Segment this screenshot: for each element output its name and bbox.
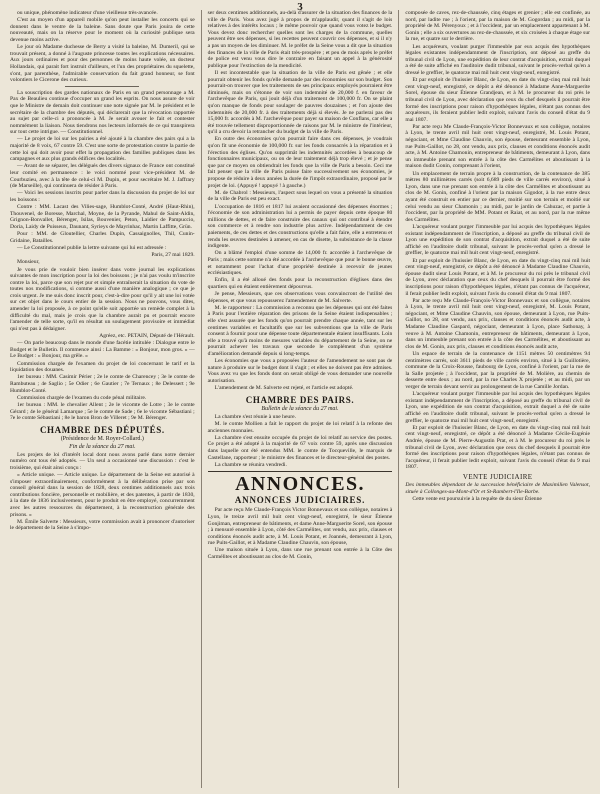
paragraph: Par acte reçu Me Claude-François-Victor Bonnevaux et son collègue, notaires à Lyon, le trente avril mil huit cent vingt-neuf, enregistré, M. Louis Potant, négociant, et Mme Claudine Chauvin, son épouse, demeurant à Lyon, rue Puits-Gaillot, no 28, ont vendu, aux prix, clauses et conditions énoncés audit acte, à Madame Claudine Gaspard, négociant, demeurant à Lyon, place Sathonay, à veuve à M. Antoine Chamonin, entrepreneur de bâtiments, demeurant à Lyon, dans un immeuble prenant son entrée à la côte des Carmélites, et aboutissant au clos de M. Gonin, aux prix, clauses et conditions énoncés audit acte, xyxy=(405,297,591,350)
paragraph: L'occupation de 1816 et 1817 lui avaient occasionné des dépenses énormes ; l'économie de son administration lui a permis de payer depuis cette époque 80 millions de dettes, et de faire construire des canaux qui ont contribué à étendre son commerce et à rendre son industrie plus active. Indépendamment de ces paiements, de ces dettes et des constructions qu'elle a fait faire, elle a entretenu et rendu les œuvres destinées à amener, en cas de disette, la subsistance de la classe indigente. xyxy=(207,203,393,250)
paragraph: Je pense, Messieurs, que ces observations vous convaincront de l'utilité des dépenses, et que vous repousserez l'amendement de M. Salverte. xyxy=(207,291,393,304)
paragraph: Les économies que vous a proposées l'auteur de l'amendement ne sont pas de nature à produire sur le budget dont il s'agit ; et elles ne doivent pas être admises. Vous avez vu que les fonds dont on serait obligé de vous demander une nouvelle autorisation. xyxy=(207,358,393,384)
paragraph: La chambre s'est ensuite occupée du projet de loi relatif au service des postes. Ce projet a été adopté à la majorité de 67 voix contre 59, après une discussion dans laquelle ont été entendus MM. le comte de Tocqueville, le marquis de Castellane, rapporteur ; le ministre des finances et le directeur-général des postes. xyxy=(207,434,393,461)
paragraph: La souscription des gardes nationaux de Paris en un grand personnage a M. Pax de Beaulieu continue d'occuper un grand les esprits. On nous assure de voir que le Ministre de demain doit continuer une note signée par M. le président et le secrétaire de la chambre des députés, qui déclarerait que la révocation rapportée au sujet par celle-ci a prononcée à M. Je serait avouer le fait et contester nommément la liaison. Nous tiendrons nos lecteurs informés de ce qui transpirera sur tout cette intrigue. — Constitutionnel. xyxy=(10,89,195,136)
paragraph: Le jour où Madame duchesse de Berry a visité la baleine, M. Dumeril, qui se trouvait présent, a donné à l'auguste princesse toutes les explications nécessaires. Aux jours ordinaires et pour des personnes de moins haute volée, un docteur Hollandais, qui parait fort instruit d'ailleurs, et l'un des propriétaires du squelette, s'ont, par parenthèse, l'admirable conservation du fait grand honneur, se font volontiers le Cicerone des curieux. xyxy=(10,44,195,84)
paragraph: Il est incontestable que la situation de la ville de Paris est gênée ; et elle pourrait obtenir les fonds qu'elle demande par des économies sur son budget. Son pourrait-on trouver que les traitements de ses principaux employés pourraient être diminués, mais on s'étonne de voir son indemnité de 20,000 f. en faveur de l'archevêque de Paris, qui jouit déjà d'un traitement de 100,000 fr. On se plaint qu'on manque de fonds pour soulager de pauvres douzaines ; et l'on ajoute des indemnités de 20,000 fr. à des traitements déjà si élevés. Je ne parlerai pas des 15,000 fr. accordés à M. l'archevêque pour payer sa maison de Conflans, car elle a été trouvée tellement disproportionnée de raisons par M. le ministre de l'intérieur, qu'il a cru devoir la retrancher du budget de la ville de Paris. xyxy=(207,69,393,136)
paragraph: En outre des économies qu'on pourrait faire dans ces dépenses, je voudrais qu'on fit une économie de 100,000 fr. sur les fonds consacrés à la réparation et à l'érection des églises. Qu'on supprimât les indemnités accordées à beaucoup de fonctionnaires municipaux, ou on de leur traitement déjà trop élevé ; et je pense que par ce moyen on obtiendrait les fonds que la ville de Paris a besoin. Ceci me fait penser que la ville de Paris puisse faire successivement ses économies, je propose de réduire à deux années la durée de l'impôt extraordinaire, proposé par le projet de loi. (Appuyé ! appuyé ! à gauche.) xyxy=(207,136,393,189)
paragraph: La chambre s'est réunie à une heure. xyxy=(214,413,296,420)
paragraph: Les projets de loi d'intérêt local dont nous avons parlé dans notre dernier numéro ont tous été adoptés. — Un seul a occasionné une discussion : c'est le troisième, qui était ainsi conçu : xyxy=(10,451,195,471)
paragraph: — Voici les sessions inscrits pour parler dans la discussion du projet de loi sur les boissons : xyxy=(10,190,195,203)
section-heading: CHAMBRE DES PAIRS. xyxy=(245,394,355,405)
dateline: Paris, 27 mai 1829. xyxy=(151,252,195,259)
paragraph: Commission chargée de l'examen du code pénal militaire. xyxy=(17,394,147,401)
paragraph: — Le projet de loi sur les pairies a été ajouté à la chambre des pairs qui a la majorité de 8 voix, 67 contre 59. C'est une sorte de protestation contre la partie de cette loi qui doit avoir pour effet la propagation des familles publiques dans les campagnes et aux plus grands édifices des localités. xyxy=(10,136,195,163)
column-3 xyxy=(398,10,590,788)
paragraph: — Le Constitutionnel publie la lettre suivante qui lui est adressée : xyxy=(17,244,167,251)
paragraph: Et par exploit de l'huissier Blanc, de Lyon, en date du vingt-cinq mai mil huit cent vingt-neuf, enregistré, ce dépôt a été dénoncé à Madame Claudine Chauvin, épouse dudit sieur Louis Potant, et à M. le procureur du roi près le tribunal civil de Lyon, avec déclaration que ceux du chef desquels il pourrait être formé des inscriptions pour raison d'hypothèques légales, n'étant pas connus de l'acquéreur, il ferait publier ledit exploit, suivant l'avis du conseil d'état du 9 mai 1807. xyxy=(405,257,591,297)
paragraph: C'est au moyen d'un appareil mobile qu'on peut installer les concerts qui se donnent dans le ventre de la baleine. Sans doute que Paris jouira de cette nouveauté, mais on la réserve pour le moment où la curiosité publique sera devenue moins active. xyxy=(10,17,195,43)
paragraph: On a blâmé l'emploi d'une somme de 14,000 fr. accordée à l'archevêque de Paris ; mais cette somme n'a été accordée à l'archevêque que pour le bonne œuvre, et notamment pour l'achat d'une propriété destinée à recevoir de jeunes ecclésiastiques. xyxy=(207,250,393,277)
session-line: Bulletin de la séance du 27 mai. xyxy=(261,405,339,412)
dateline: Agréez, etc. PETAIN, Député de l'Hérault. xyxy=(99,333,195,340)
session-line: Fin de la séance du 27 mai. xyxy=(69,443,136,450)
section-heading: CHAMBRE DES DÉPUTÉS. xyxy=(39,424,165,435)
judicial-heading: ANNONCES JUDICIAIRES. xyxy=(234,495,366,506)
paragraph: M. Émile Salverte : Messieurs, votre commission avait à prononcer d'autoriser le département de la Seine à s'impo- xyxy=(10,518,195,532)
column-1 xyxy=(10,10,195,788)
paragraph: — On parle beaucoup dans le monde d'une facétie intitulée : Dialogue entre le Budget et le Bulletin. Il commence ainsi : La Bamme : « Bonjour, mon gros. » — Le Budget : « Bonjour, ma grêle. » xyxy=(10,340,195,360)
paragraph: Commission chargée de l'examen du projet de loi concernant le tarif et la liquidation des douanes. xyxy=(10,360,195,374)
paragraph: Cette vente est poursuivie à la requête de du sieur Étienne xyxy=(412,496,542,503)
paragraph: Contre : MM. Lacast des Vilies-sage, Humblot-Conté, André (Haut-Rhin), Thouvenel, de Boresse, Marchal, Moyne, de la Pyrande, Mahul de Saint-Aldin, Grignon-Bonvallet, Bérenger, Isilas, Bouvenier, Peton, Laidier de Pampuccio, Doria, Laidy de Puisseux, Daunant, Syrieys de Mayrinhac, Martin Laffitte, Grün. xyxy=(10,204,195,230)
paragraph: L'acquéreur voulant purger l'immeuble par lui acquis des hypothèques légales existant indépendamment de l'inscription, a déposé au greffe du tribunal civil de Lyon, une expédition de son contrat d'acquisition, extrait duquel a été de suite affiché en l'auditoire dudit tribunal, suivant le procès-verbal qu'en a dressé le greffier, le quatorze mai mil huit cent vingt-neuf, enregistré. xyxy=(405,391,591,424)
columns xyxy=(10,10,590,788)
paragraph: M. le comte Mollien a fait le rapport du projet de loi relatif à la refonte des anciennes monnaies. xyxy=(207,420,393,434)
paragraph: M. de Chabrol : Messieurs, l'aspect sous lequel on vous a présenté la situation de la ville de Paris est peu exact. xyxy=(207,189,393,203)
section-subheading: (Présidence de M. Royer-Collard.) xyxy=(60,435,144,442)
paragraph: Je vous prie de vouloir bien insérer dans votre journal les explications suivantes de mon inscription pour la loi des boissons ; je n'ai pas voulu m'inscrire contre la loi, parce que son rejet pur et simple entraînerait la situation du vote de toutes nos modifications, si comme aussi d'une manière analogique ; ce que je crois urgent. Je me suis donc inscrit pour, c'est-à-dire pour qu'il y ait une loi votée sur cet objet dans le cours entier de la session. Nous ne pouvons, vous dites, amender la loi proposée, à ce point qu'elle soit apportée un remède complet à la difficulté du mal, mais je crois que la chambre aurait pu et pourrait encore l'amender de telle sorte, qu'il en résultat un soulagement provisoire et immédiat qui n'est pas à dédaigner. xyxy=(10,266,195,332)
paragraph: composée de caves, rez-de-chaussée, cinq étages et grenier ; elle est confinée, au nord, par ladite rue ; à l'orient, par la maison de M. Gogordan ; au midi, par la propriété de M. Pérenyoux ; et à l'occident, par un emplacement appartenant à M. Gonin ; elle a six ouvertures au rez-de-chaussée, et six croisées à chaque étage sur la rue, et quatre sur le derrière. xyxy=(405,10,591,43)
paragraph: Un espace de terrain de la contenance de 1151 mètres 50 centimètres 94 centimètres carrés, soit 3611 pieds de ville carrés environ, situé à la Guillotière, commune de la Croix-Rousse, faubourg de Lyon, confiné à l'orient, par la rue de la Salle projetée ; à l'occident, par la propriété de M. Molière, au chemin de desserte entre deux ; au nord, par la rue Charles X projetée ; et au midi, par un verger de terrain devant servir au prolongement de la rue Camille Jordan. xyxy=(405,351,591,390)
paragraph: La chambre se réunira vendredi. xyxy=(214,461,287,468)
paragraph: ou unique, phénomène indicateur d'une vieillesse très-avancée. xyxy=(17,10,158,16)
paragraph: Une maison située à Lyon, dans une rue prenant son entrée à la Côte des Carmélites et aboutissant au clos de M. Gonin, xyxy=(207,547,393,561)
paragraph: « Article unique. — Article unique. Le département de la Seine est autorisé à s'imposer extraordinairement, conformément à la délibération prise par son conseil général dans la session de 1828, deux centimes additionnels aux trois contributions foncière, personnelle et mobilière, et des patentes, à partir de 1830, à la date de 1836 inclusivement, pour le produit en être employé, concurremment avec les autres ressources du département, à la reconstruction générale des prisons. » xyxy=(10,472,195,518)
paragraph: Enfin, il a été alloué des fonds pour la reconstruction d'églises dans des quartiers qui en étaient entièrement dépourvus. xyxy=(207,277,393,290)
paragraph: Monsieur, xyxy=(17,259,40,266)
page-number: 3 xyxy=(297,1,303,13)
sale-description: Des immeubles dépendant de la succession bénéficiaire de Maximilien Valensot, située à Collonges-au-Mont-d'Or et St-Rambert-l'Ile-Barbe. xyxy=(405,481,591,495)
column-2 xyxy=(201,10,393,788)
paragraph: 1er bureau : MM. le chevalier Allent ; 2e le vicomte de Lotre ; 3e le comte Gérard ; 4e le général Lamarque ; 5e le comte de Sade ; 6e le vicomte Sébastiani ; 7e le comte Sébastiani ; 8e le baron Bron de Villeret ; 9e M. Bérenger. xyxy=(10,401,195,422)
paragraph: L'amendement de M. Salverte est rejeté, et l'article est adopté. xyxy=(214,385,354,392)
paragraph: 1er bureau : MM. Casimir Périer ; 2e le comte de Charencey ; 3e le comte de Rambuteau ; 4e Saglio ; 5e Odier ; 6e Gautier ; 7e Ternaux ; 8e Delessert ; 9e Humblot-Conté. xyxy=(10,374,195,394)
paragraph: Les acquéreurs, voulant purger l'immeuble par eux acquis des hypothèques légales existantes indépendamment de l'inscription, ont déposé au greffe du tribunal civil de Lyon, une expédition de leur contrat d'acquisition, extrait duquel a été de suite affiché en l'auditoire dudit tribunal, suivant le procès-verbal qu'en a dressé le greffier, le quatorze mai mil huit cent vingt-neuf, enregistré. xyxy=(405,43,591,76)
paragraph: L'acquéreur voulant purger l'immeuble par lui acquis des hypothèques légales existant indépendamment de l'inscription, a déposé au greffe du tribunal civil de Lyon une expédition de son contrat d'acquisition, extrait duquel a été de suite affiché en l'auditoire dudit tribunal, suivant le procès-verbal qu'en a dressé le greffier, le quatorze mai mil huit cent vingt-neuf, enregistré. xyxy=(405,223,591,257)
paragraph: Pour : MM. de Gloutellier, Charles Dupin, Cassaignolles, Thil, Cunin-Gridaine, Batailles. xyxy=(10,231,195,244)
paragraph: — Avant de se séparer, les délégués des divers signaux de France ont constitué leur comité en permanence : le voici nommé pour vice-président M. de Courbuzieu, avec à la tête de celui-ci M. Dupin, et pour secrétaire M. J. Jaffrary (de Marseille), qui continuera de résider à Paris. xyxy=(10,163,195,190)
paragraph: Et par exploit de l'huissier Blanc, de Lyon, en date du vingt-cinq mai mil huit cent vingt-neuf, enregistré, ce dépôt a été dénoncé à Madame Anne-Marguerite Sorel, épouse du sieur Étienne Grandjean, et à M. le procureur du roi près le tribunal civil de Lyon, avec déclaration que ceux du chef desquels il pourrait être formé des inscriptions pour raison d'hypothèques légales, n'étant pas connus des acquéreurs, ils feraient publier ledit exploit, suivant l'avis du conseil d'état du 9 mai 1807. xyxy=(405,77,591,123)
paragraph: ser deux centimes additionnels, au-delà d'assurer de la situation des finances de la ville de Paris. Vous avez jugé à propos de m'applaudir, quant il s'agit de lois relatives à des intérêts locaux ; le même pouvoir que quand vous votez le budget. Vous devez donc rechercher quelles sont les charges de la commune, quelles peuvent être ses dépenses, si les recettes peuvent couvrir ces dépenses, et si il n'y a pas un moyen de les diminuer. M. le préfet de la Seine vous a dit que la situation des finances de la ville de Paris était très-prospère ; et peu de mois après le préfet de police est venu vous dire le contraire en faisant un appel à la générosité publique pour l'extinction de la mendicité. xyxy=(207,10,393,69)
sale-heading: VENTE JUDICIAIRE xyxy=(462,472,533,481)
annonces-rule xyxy=(208,471,393,472)
paragraph: Par acte reçu Me Claude-François-Victor Bonnevaux et son collègue, notaires à Lyon, le trente avril mil huit cent vingt-neuf, enregistré, M. Louis Potant, négociant, et Mme Claudine Chauvin, son épouse, demeurant ensemble à Lyon, rue Puits-Gaillot, no 28, ont vendu, aux prix, clauses et conditions énoncés audit acte, à M. Antoine Chamonin, entrepreneur de bâtiments, demeurant à Lyon, dans un immeuble prenant son entrée à la côte des Carmélites et aboutissant à la maison dudit Gonin, comprenant à l'orient, xyxy=(405,123,591,170)
annonces-heading: ANNONCES. xyxy=(235,473,365,496)
paragraph: Un emplacement de terrain propre à la construction, de la contenance de 385 mètres 80 millimètres carrés (soit 6,689 pieds de ville carrés environ), situé à Lyon, dans une rue prenant son entrée à la côte des Carmélites et aboutissant au clos de M. Gonin, confiné à l'orient par la maison Gigodot, à la rue entre deux ayant été construit en entier par ce dernier, moitié sur son terrain et moitié sur celui vendu au sieur Chamonin ; au midi, par le jardin de Cahuzac, et partie à l'occident, par la propriété de MM. Potant et Raiat, et au nord, par la rue même des Carmélites. xyxy=(405,170,591,223)
separator-rule xyxy=(65,86,139,87)
paragraph: Et par exploit de l'huissier Blanc, de Lyon, en date du vingt-cinq mai mil huit cent vingt-neuf, enregistré, ce dépôt a été dénoncé à Madame Cécile-Eugénie Andrée, épouse de M. Pierre-Augustin Prat, et à M. le procureur du roi près le tribunal civil de Lyon, avec déclaration que ceux du chef desquels il pourrait être formé des inscriptions pour raison d'hypothèques légales, n'étant pas connus de l'acquéreur, il ferait publier ledit exploit, suivant l'avis du conseil d'état du 9 mai 1807. xyxy=(405,424,591,471)
paragraph: M. le rapporteur : La commission a reconnu que les dépenses qui ont été faites à Paris pour l'entière réparation des prisons de la Seine étaient indispensables ; elle s'est assurée que les fonds qu'on pourrait prendre chaque année, tant sur les centimes variables et facultatifs que sur les subventions que la ville de Paris consent à fournir pour une dépense toute départementale étaient insuffisants. Loin elle a trouvé qu'à moins de mesures variables du département de la Seine, on ne pourrait achever les travaux que seconde le complément d'un système d'amélioration demandé depuis si long-temps. xyxy=(207,304,393,358)
paragraph: Par acte reçu Me Claude-François Victor Bonnevaux et son collègue, notaires à Lyon, le treize avril mil huit cent vingt-neuf, enregistré, le sieur Étienne Gonjiman, entrepreneur de bâtiments, et dame Anne-Marguerite Sorel, son épouse ; à mensuré ensemble à Lyon, côté des Carmélites, ont vendu, aux prix, clauses et conditions énoncés audit acte, à M. Louis Potant, et Joannés, demeurant à Lyon, rue Puits-Gaillot, et à Madame Claudine Chauvin, son épouse, xyxy=(207,507,393,547)
